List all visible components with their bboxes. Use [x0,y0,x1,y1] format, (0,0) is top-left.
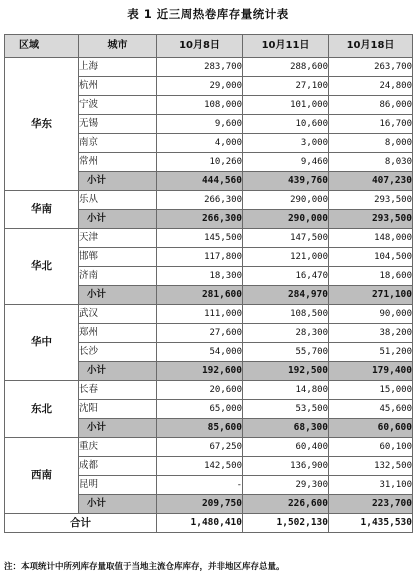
value-cell: 117,800 [157,248,243,267]
table-row [5,58,413,77]
value-cell: 9,600 [157,115,243,134]
value-cell: 293,500 [329,191,413,210]
total-label: 合计 [5,514,157,533]
subtotal-value: 407,230 [329,172,413,191]
header-date-1: 10月8日 [157,35,243,58]
value-cell: 27,100 [243,77,329,96]
city-cell: 昆明 [79,476,157,495]
value-cell: 16,700 [329,115,413,134]
table-body [5,58,413,533]
subtotal-value: 226,600 [243,495,329,514]
subtotal-label: 小计 [79,210,157,229]
total-value: 1,480,410 [157,514,243,533]
total-value: 1,435,530 [329,514,413,533]
footnote: 注：本项统计中所列库存量取值于当地主流仓库库存，并非地区库存总量。 [4,562,285,572]
value-cell: 29,300 [243,476,329,495]
region-cell: 西南 [5,438,79,514]
city-cell: 重庆 [79,438,157,457]
value-cell: 90,000 [329,305,413,324]
city-cell: 沈阳 [79,400,157,419]
value-cell: 53,500 [243,400,329,419]
value-cell: 38,200 [329,324,413,343]
city-cell: 长春 [79,381,157,400]
value-cell: 136,900 [243,457,329,476]
city-cell: 常州 [79,153,157,172]
table-row [5,381,413,400]
subtotal-value: 192,500 [243,362,329,381]
region-cell: 华南 [5,191,79,229]
value-cell: 20,600 [157,381,243,400]
subtotal-value: 223,700 [329,495,413,514]
city-cell: 宁波 [79,96,157,115]
table-row [5,305,413,324]
value-cell: 3,000 [243,134,329,153]
subtotal-value: 60,600 [329,419,413,438]
value-cell: 60,100 [329,438,413,457]
subtotal-value: 271,100 [329,286,413,305]
subtotal-label: 小计 [79,172,157,191]
header-date-3: 10月18日 [329,35,413,58]
region-cell: 东北 [5,381,79,438]
value-cell: 60,400 [243,438,329,457]
city-cell: 邯郸 [79,248,157,267]
city-cell: 成都 [79,457,157,476]
subtotal-value: 85,600 [157,419,243,438]
city-cell: 天津 [79,229,157,248]
region-cell: 华北 [5,229,79,305]
region-cell: 华东 [5,58,79,191]
value-cell: 121,000 [243,248,329,267]
value-cell: - [157,476,243,495]
subtotal-value: 444,560 [157,172,243,191]
value-cell: 10,600 [243,115,329,134]
table-row [5,229,413,248]
subtotal-label: 小计 [79,419,157,438]
value-cell: 108,500 [243,305,329,324]
subtotal-value: 192,600 [157,362,243,381]
city-cell: 南京 [79,134,157,153]
city-cell: 无锡 [79,115,157,134]
value-cell: 8,000 [329,134,413,153]
value-cell: 65,000 [157,400,243,419]
city-cell: 乐从 [79,191,157,210]
value-cell: 101,000 [243,96,329,115]
subtotal-value: 179,400 [329,362,413,381]
subtotal-label: 小计 [79,362,157,381]
value-cell: 8,030 [329,153,413,172]
value-cell: 148,000 [329,229,413,248]
value-cell: 28,300 [243,324,329,343]
subtotal-value: 284,970 [243,286,329,305]
value-cell: 18,300 [157,267,243,286]
value-cell: 54,000 [157,343,243,362]
value-cell: 31,100 [329,476,413,495]
value-cell: 104,500 [329,248,413,267]
header-row [5,35,413,58]
value-cell: 18,600 [329,267,413,286]
subtotal-value: 266,300 [157,210,243,229]
city-cell: 长沙 [79,343,157,362]
value-cell: 147,500 [243,229,329,248]
value-cell: 132,500 [329,457,413,476]
header-region: 区域 [5,35,79,58]
city-cell: 上海 [79,58,157,77]
value-cell: 263,700 [329,58,413,77]
value-cell: 145,500 [157,229,243,248]
value-cell: 86,000 [329,96,413,115]
value-cell: 67,250 [157,438,243,457]
value-cell: 16,470 [243,267,329,286]
value-cell: 27,600 [157,324,243,343]
inventory-table [4,34,413,533]
city-cell: 杭州 [79,77,157,96]
total-value: 1,502,130 [243,514,329,533]
subtotal-value: 293,500 [329,210,413,229]
value-cell: 15,000 [329,381,413,400]
value-cell: 266,300 [157,191,243,210]
value-cell: 51,200 [329,343,413,362]
subtotal-label: 小计 [79,286,157,305]
subtotal-value: 209,750 [157,495,243,514]
subtotal-label: 小计 [79,495,157,514]
city-cell: 武汉 [79,305,157,324]
value-cell: 9,460 [243,153,329,172]
value-cell: 29,000 [157,77,243,96]
subtotal-value: 68,300 [243,419,329,438]
value-cell: 142,500 [157,457,243,476]
value-cell: 108,000 [157,96,243,115]
value-cell: 288,600 [243,58,329,77]
header-date-2: 10月11日 [243,35,329,58]
subtotal-value: 290,000 [243,210,329,229]
header-city: 城市 [79,35,157,58]
city-cell: 郑州 [79,324,157,343]
value-cell: 14,800 [243,381,329,400]
subtotal-value: 439,760 [243,172,329,191]
table-row [5,438,413,457]
value-cell: 111,000 [157,305,243,324]
value-cell: 45,600 [329,400,413,419]
value-cell: 4,000 [157,134,243,153]
total-row [5,514,413,533]
value-cell: 24,800 [329,77,413,96]
table-title: 表 1 近三周热卷库存量统计表 [127,7,289,21]
subtotal-value: 281,600 [157,286,243,305]
value-cell: 10,260 [157,153,243,172]
city-cell: 济南 [79,267,157,286]
region-cell: 华中 [5,305,79,381]
value-cell: 283,700 [157,58,243,77]
value-cell: 290,000 [243,191,329,210]
value-cell: 55,700 [243,343,329,362]
table-row [5,191,413,210]
